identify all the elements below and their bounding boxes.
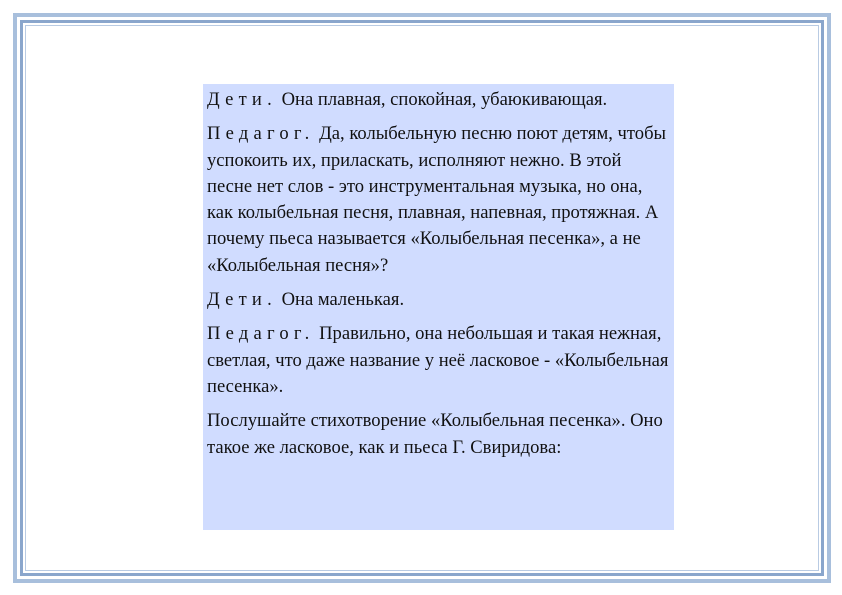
speaker-label: Дети. xyxy=(207,89,277,110)
paragraph-poem-intro xyxy=(207,408,670,461)
dialogue-text-box xyxy=(203,84,674,530)
paragraph-text: Да, колыбельную песню поют детям, чтобы успокоить их, приласкать, исполняют нежно. В этой песне нет слов - это инструментальная музыка, но она, как колыбельная песня, плавная, напевная, протяжная. А почему пьеса называется «Колыбельная песенка», а не «Колыбельная песня»? xyxy=(207,123,667,276)
paragraph-text: Она маленькая. xyxy=(276,289,405,311)
paragraph-children-1 xyxy=(207,87,670,113)
paragraph-text: Послушайте стихотворение «Колыбельная песенка». Оно такое же ласковое, как и пьеса Г. Свиридова: xyxy=(207,410,663,458)
paragraph-teacher-2 xyxy=(207,321,670,400)
speaker-label: Дети. xyxy=(207,289,277,311)
paragraph-text: Правильно, она небольшая и такая нежная, светлая, что даже название у неё ласковое - «Колыбельная песенка». xyxy=(207,323,669,397)
paragraph-teacher-1 xyxy=(207,121,670,279)
speaker-label: Педагог. xyxy=(207,123,315,145)
paragraph-text: Она плавная, спокойная, убаюкивающая. xyxy=(276,89,608,110)
speaker-label: Педагог. xyxy=(207,323,315,345)
paragraph-children-2 xyxy=(207,287,670,313)
